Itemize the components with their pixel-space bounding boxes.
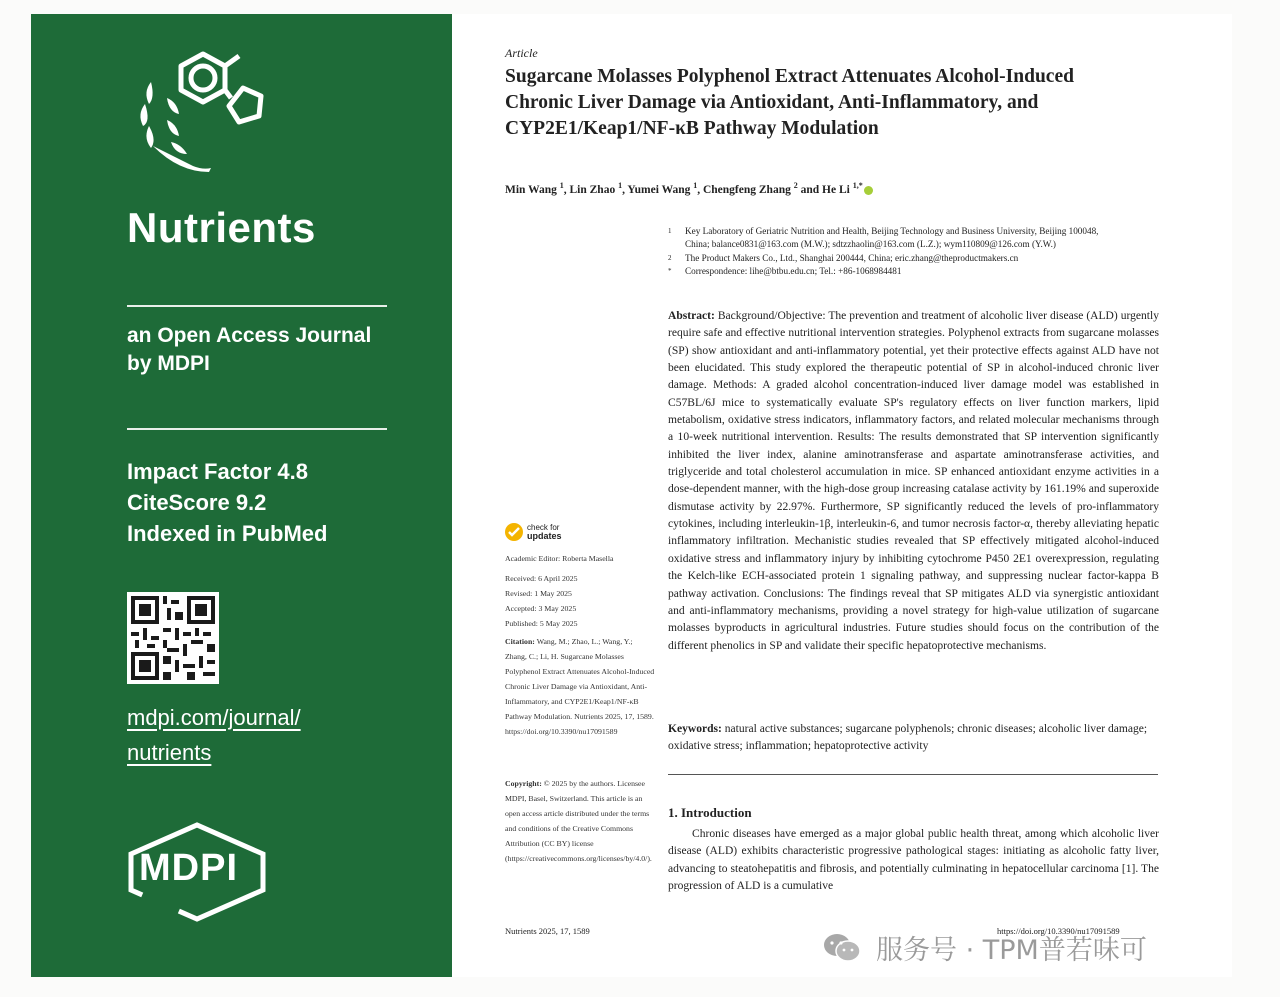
and-word: and — [800, 183, 820, 196]
citation-text: Wang, M.; Zhao, L.; Wang, Y.; Zhang, C.; Li, H. Sugarcane Molasses Polyphenol Extract Attenuates Alcohol-Induced Chronic Liver Damage via Antioxidant, Anti-Inflammatory, and CYP2E1/Keap1/NF-κB Pathway Modulation. Nutrients 2025, 17, 1589. https://doi.org/10.3390/nu17091589 — [505, 637, 655, 736]
author-name[interactable]: Yumei Wang — [627, 183, 691, 196]
affiliation-marker: 1 — [618, 181, 623, 190]
affiliation-marker: 1 — [559, 181, 564, 190]
affiliation-number: 2 — [668, 253, 672, 262]
article-title: Sugarcane Molasses Polyphenol Extract Attenuates Alcohol-Induced Chronic Liver Damage via Antioxidant, Anti-Inflammatory, and CYP2E1/Keap1/NF-κB Pathway Modulation — [505, 66, 1074, 139]
journal-link-line-1[interactable]: mdpi.com/journal/ — [127, 705, 301, 730]
academic-editor: Academic Editor: Roberta Masella — [505, 554, 614, 563]
received-date: Received: 6 April 2025 — [505, 574, 578, 583]
author-list: Min Wang $^1$, Lin Zhao $^1$, Yumei Wang $^1$, Chengfeng Zhang $^2$ and He Li $^{1,*}$ — [505, 181, 873, 196]
journal-link-line-2[interactable]: nutrients — [127, 740, 212, 765]
copyright-block — [505, 776, 655, 866]
section-divider — [668, 774, 1158, 775]
dates — [505, 571, 655, 631]
wechat-icon — [822, 932, 862, 964]
affiliation-row — [668, 265, 1108, 278]
check-updates-label — [527, 523, 562, 541]
affiliation-marker: 2 — [793, 181, 798, 190]
qr-code-icon[interactable] — [127, 592, 219, 684]
article-page — [452, 14, 1232, 977]
copyright-text: © 2025 by the authors. Licensee MDPI, Basel, Switzerland. This article is an open access article distributed under the terms and conditions of the Creative Commons Attribution (CC BY) license (https://creativecommons.org/licenses/by/4.0/). — [505, 779, 652, 863]
author-name[interactable]: Lin Zhao — [569, 183, 616, 196]
check-updates-icon — [505, 523, 523, 541]
affiliation-number: * — [668, 266, 672, 275]
affiliation-row — [668, 252, 1108, 265]
keywords — [668, 721, 1159, 756]
abstract — [668, 308, 1159, 655]
published-date: Published: 5 May 2025 — [505, 619, 578, 628]
author-name[interactable]: Min Wang — [505, 183, 557, 196]
citation-block — [505, 634, 655, 739]
journal-metrics — [127, 456, 327, 549]
check-updates-line-2: updates — [527, 531, 562, 541]
affiliation-text: Key Laboratory of Geriatric Nutrition and Health, Beijing Technology and Business University, Beijing 100048, China; balance0831@163.com (M.W.); sdtzzhaolin@163.com (L.Z.); wym110809@126.com (Y.W.) — [685, 226, 1099, 250]
oa-line-2: by MDPI — [127, 352, 210, 375]
keywords-text: natural active substances; sugarcane polyphenols; chronic diseases; alcoholic liver damage; oxidative stress; inflammation; hepatoprotective activity — [668, 723, 1148, 753]
footer-doi-link[interactable]: https://doi.org/10.3390/nu17091589 — [997, 926, 1120, 936]
section-heading: 1. Introduction — [668, 805, 752, 820]
journal-link[interactable] — [127, 700, 301, 770]
impact-factor: Impact Factor 4.8 — [127, 459, 308, 484]
revised-date: Revised: 1 May 2025 — [505, 589, 572, 598]
affiliations — [668, 225, 1108, 278]
open-access-line — [127, 322, 371, 378]
affiliation-marker: 1,* — [852, 181, 863, 190]
affiliation-row — [668, 225, 1108, 252]
check-for-updates-badge[interactable] — [505, 523, 562, 541]
affiliation-marker: 1 — [693, 181, 698, 190]
divider — [127, 428, 387, 430]
article-type: Article — [505, 46, 538, 60]
affiliation-text: Correspondence: lihe@btbu.edu.cn; Tel.: +86-1068984481 — [685, 265, 902, 276]
orcid-icon[interactable] — [864, 186, 873, 195]
introduction-text: Chronic diseases have emerged as a major global public health threat, among which alcoholic liver disease (ALD) exhibits characteristic progressive pathological stages: initiating as alcoholic fatty liver, advancing to steatohepatitis and fibrosis, and potentially culminating in hepatocellular carcinoma [1]. The progression of ALD is a cumulative — [668, 828, 1159, 893]
author-name[interactable]: Chengfeng Zhang — [702, 183, 791, 196]
keywords-label: Keywords: — [668, 723, 722, 735]
mdpi-wordmark: MDPI — [139, 847, 238, 889]
citation-label: Citation: — [505, 637, 535, 646]
affiliation-number: 1 — [668, 227, 672, 235]
indexed-pubmed: Indexed in PubMed — [127, 521, 328, 546]
affiliation-text: The Product Makers Co., Ltd., Shanghai 200444, China; eric.zhang@theproductmakers.cn — [685, 252, 1019, 263]
nutrients-logo-icon — [131, 42, 281, 172]
author-name[interactable]: He Li — [822, 183, 850, 196]
journal-cover — [31, 14, 452, 977]
copyright-label: Copyright: — [505, 779, 542, 788]
oa-line-1: an Open Access Journal — [127, 324, 372, 347]
journal-title: Nutrients — [127, 204, 316, 251]
abstract-text: Background/Objective: The prevention and treatment of alcoholic liver disease (ALD) urgently require safe and effective nutritional intervention strategies. Polyphenol extracts from sugarcane molasses (SP) show antioxidant and anti-inflammatory potential, yet their protective effects against ALD have not been elucidated. This study explored the therapeutic potential of SP in alcohol-induced chronic liver damage. Methods: A graded alcohol concentration-induced liver damage model was established in C57BL/6J mice to systematically evaluate SP's regulatory effects on liver function markers, lipid metabolism, oxidative stress indicators, inflammatory factors, and related molecular mechanisms through a 10-week nutritional intervention. Results: The results demonstrated that SP intervention significantly inhibited the liver index, alanine aminotransferase and aspartate aminotransferase activities, and triglyceride and total cholesterol accumulation in mice. SP enhanced antioxidant enzyme activities in a dose-dependent manner, with the high-dose group increasing catalase activity by 161.19% and superoxide dismutase activity by 22.97%. Furthermore, SP significantly reduced the levels of pro-inflammatory cytokines, including interleukin-1β, interleukin-6, and tumor necrosis factor-α, thereby alleviating hepatic inflammatory infiltration. Mechanistic studies revealed that SP effectively mitigated alcohol-induced oxidative stress and inflammatory injury by inhibiting cytochrome P450 2E1 overexpression, regulating the Kelch-like ECH-associated protein 1 signaling pathway, and suppressing nuclear factor-kappa B pathway activation. Conclusions: The findings reveal that SP mitigates ALD via synergistic antioxidant and anti-inflammatory mechanisms, providing a novel strategy for high-value utilization of sugarcane molasses byproducts in agricultural industries. Future studies should focus on the contribution of the different phenolics in SP and validate their specific hepatoprotective mechanisms. — [668, 310, 1159, 652]
accepted-date: Accepted: 3 May 2025 — [505, 604, 577, 613]
divider — [127, 305, 387, 307]
check-updates-line-1: check for — [527, 523, 560, 532]
footer-journal-ref: Nutrients 2025, 17, 1589 — [505, 926, 590, 936]
abstract-label: Abstract: — [668, 310, 715, 322]
watermark-text: 服务号 · TPM普若味可 — [876, 935, 1147, 966]
citescore: CiteScore 9.2 — [127, 490, 267, 515]
watermark — [822, 928, 1147, 967]
